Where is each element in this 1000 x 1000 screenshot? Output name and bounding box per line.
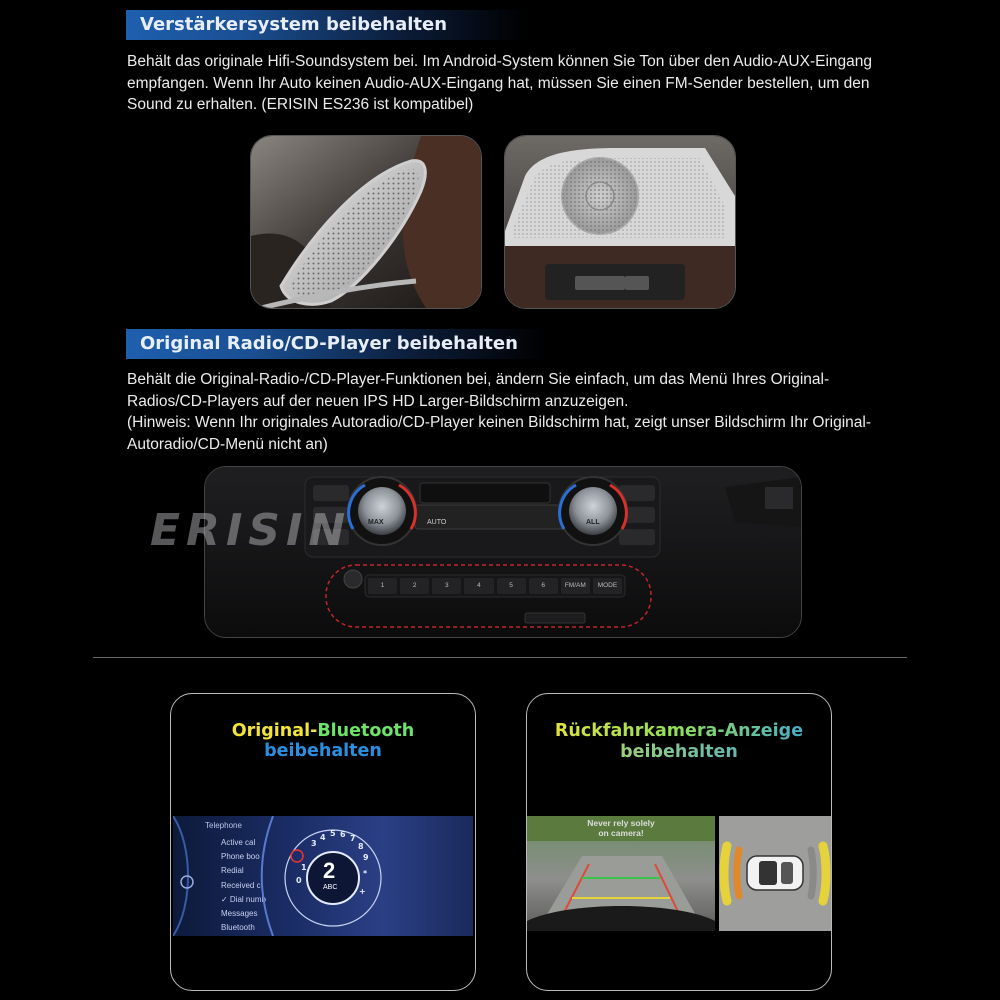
preset-button: 2 — [400, 578, 429, 594]
menu-header: Telephone — [205, 821, 242, 830]
dial-digit: 2 — [323, 858, 336, 883]
door-speaker-photo — [250, 135, 482, 309]
section-description — [127, 51, 887, 116]
paragraph: Behält das originale Hifi-Soundsystem bei. Im Android-System können Sie Ton über den Audio-AUX-Eingang empfangen. Wenn Ihr Auto keinen Audio-AUX-Eingang hat, müssen Sie einen FM-Sender bestellen, um den Sound zu erhalten. (ERISIN ES236 ist kompatibel) — [127, 53, 872, 113]
warning-line: Never rely solely — [587, 818, 655, 828]
card-title — [171, 721, 475, 761]
menu-item: Messages — [221, 909, 258, 919]
svg-text:0: 0 — [296, 876, 302, 885]
erisin-watermark-logo: ERISIN — [150, 505, 352, 556]
preset-button: 6 — [529, 578, 558, 594]
preset-button: 1 — [368, 578, 397, 594]
preset-button: 4 — [464, 578, 493, 594]
preset-button: 3 — [432, 578, 461, 594]
title-part: Bluetooth — [317, 721, 415, 741]
svg-text:*: * — [363, 869, 368, 878]
bluetooth-feature-card — [170, 693, 476, 991]
menu-item: ✓ Dial numb — [221, 894, 266, 904]
section-heading: Verstärkersystem beibehalten — [140, 14, 448, 35]
preset-button: FM/AM — [561, 578, 590, 594]
preset-buttons — [368, 578, 622, 594]
svg-text:4: 4 — [320, 833, 326, 842]
section-heading: Original Radio/CD-Player beibehalten — [140, 333, 518, 354]
rear-camera-view — [527, 816, 715, 931]
rear-camera-feature-card — [526, 693, 832, 991]
knob-label-max: MAX — [368, 519, 384, 526]
warning-line: on camera! — [598, 828, 644, 838]
section-divider — [93, 657, 907, 658]
preset-button: 5 — [497, 578, 526, 594]
camera-warning-text — [527, 818, 715, 838]
card-title — [527, 721, 831, 763]
dashboard-tweeter-photo — [504, 135, 736, 309]
svg-text:8: 8 — [358, 842, 364, 851]
parking-sensor-view — [719, 816, 831, 931]
svg-text:1: 1 — [301, 863, 307, 872]
title-part: beibehalten — [264, 741, 382, 761]
preset-button: MODE — [593, 578, 622, 594]
dashboard-tweeter-illustration — [505, 136, 735, 308]
title-line: Rückfahrkamera-Anzeige — [527, 721, 831, 742]
svg-text:+: + — [359, 887, 366, 896]
menu-item: Active cal — [221, 838, 256, 847]
title-line: beibehalten — [527, 742, 831, 763]
menu-item: Redial — [221, 866, 244, 876]
parking-sensor-illustration — [719, 816, 831, 931]
auto-button-label: AUTO — [427, 519, 447, 526]
svg-text:5: 5 — [330, 829, 336, 838]
section-description — [127, 369, 887, 455]
svg-text:3: 3 — [311, 839, 317, 848]
paragraph-note: (Hinweis: Wenn Ihr originales Autoradio/CD-Player keinen Bildschirm hat, zeigt unser Bildschirm Ihr Original-Autoradio/CD-Menü nicht an) — [127, 414, 872, 453]
paragraph: Behält die Original-Radio-/CD-Player-Funktionen bei, ändern Sie einfach, um das Menü Ihres Original-Radios/CD-Players auf der neuen IPS HD Larger-Bildschirm anzuzeigen. — [127, 371, 830, 410]
dial-letters: ABC — [323, 884, 338, 891]
section-heading-banner — [126, 10, 526, 40]
menu-item: Phone boo — [221, 852, 260, 862]
title-part: Original- — [231, 721, 318, 741]
svg-text:6: 6 — [340, 830, 346, 839]
section-heading-banner — [126, 329, 546, 359]
menu-item: Received c — [221, 880, 261, 890]
svg-text:9: 9 — [363, 853, 369, 862]
door-speaker-illustration — [251, 136, 481, 308]
svg-text:7: 7 — [350, 834, 356, 843]
idrive-phone-screen — [173, 816, 473, 936]
knob-label-all: ALL — [586, 519, 600, 526]
menu-item: Bluetooth — [221, 923, 255, 933]
